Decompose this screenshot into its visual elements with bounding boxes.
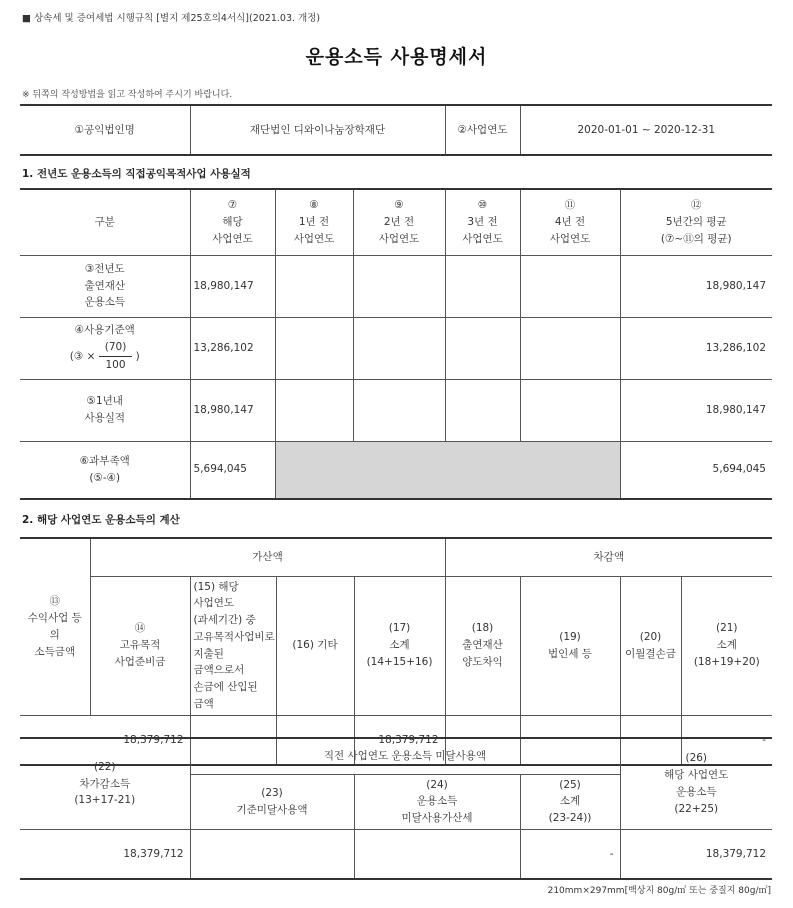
col-business-income: ⑬ 수익사업 등 의 소득금액 (20, 538, 90, 715)
value-add-subtotal: 18,379,712 (354, 715, 445, 765)
subtract-amount-header: 차감액 (445, 538, 772, 576)
row-actual-usage-label: ⑤1년내 사용실적 (20, 379, 190, 441)
table-row (20, 829, 772, 879)
notice-text: ※ 뒤쪽의 작성방법을 읽고 작성하여 주시기 바랍니다. (22, 90, 233, 100)
shaded-cell (275, 441, 620, 499)
law-reference: ■ 상속세 및 증여세법 시행규칙 [별지 제25호의4서식](2021.03. 개정) (22, 13, 321, 24)
col-4yr-before: ⑪ 4년 전 사업연도 (520, 189, 620, 255)
value-reserve-fund: 18,379,712 (20, 715, 190, 765)
value-sub-subtotal: - (681, 715, 772, 765)
value-shortage-subtotal: - (520, 829, 620, 879)
add-amount-header: 가산액 (90, 538, 445, 576)
table-row (20, 379, 772, 441)
col-corporate-tax: (19) 법인세 등 (520, 576, 620, 715)
col-net-income: (22) 차가감소득 (13+17-21) (20, 738, 190, 829)
col-1yr-before: ⑧ 1년 전 사업연도 (275, 189, 353, 255)
business-year-label: ②사업연도 (445, 105, 520, 155)
income-calc-table (20, 537, 772, 766)
usage-record-table (20, 188, 772, 500)
prior-shortage-header: 직전 사업연도 운용소득 미달사용액 (190, 738, 620, 774)
col-gubun: 구분 (20, 189, 190, 255)
row-usage-standard-label: ④사용기준액 (③ × $\frac{(70)}{100}$ ) (20, 317, 190, 379)
value-net-income: 18,379,712 (20, 829, 190, 879)
section1-title: 1. 전년도 운용소득의 직접공익목적사업 사용실적 (22, 168, 251, 180)
row-prior-income-average: 18,980,147 (620, 255, 772, 317)
value-current-operating-income: 18,379,712 (620, 829, 772, 879)
row-actual-usage-average: 18,980,147 (620, 379, 772, 441)
col-expense-deducted: (15) 해당 사업연도(과세기간) 중 고유목적사업비로 지출된 금액으로서 손금에 산입된 금액 (190, 576, 276, 715)
col-shortage-subtotal: (25) 소계 (23-24)) (520, 774, 620, 829)
table-row (20, 441, 772, 499)
row-excess-shortage-current: 5,694,045 (190, 441, 275, 499)
col-5yr-average: ⑫ 5년간의 평균 (⑦~⑪의 평균) (620, 189, 772, 255)
row-actual-usage-current: 18,980,147 (190, 379, 275, 441)
row-usage-standard-average: 13,286,102 (620, 317, 772, 379)
col-transfer-gain: (18) 출연재산 양도차익 (445, 576, 520, 715)
col-sub-subtotal: (21) 소계 (18+19+20) (681, 576, 772, 715)
business-year-value: 2020-01-01 ~ 2020-12-31 (520, 105, 772, 155)
col-reserve-fund: ⑭ 고유목적 사업준비금 (90, 576, 190, 715)
table-row (20, 317, 772, 379)
col-other: (16) 기타 (276, 576, 354, 715)
col-2yr-before: ⑨ 2년 전 사업연도 (353, 189, 445, 255)
paper-spec-footer: 210mm×297mm[백상지 80g/㎡ 또는 중질지 80g/㎡] (547, 886, 771, 896)
col-add-subtotal: (17) 소계 (14+15+16) (354, 576, 445, 715)
row-prior-income-label: ③전년도 출연재산 운용소득 (20, 255, 190, 317)
row-excess-shortage-label: ⑥과부족액 (⑤-④) (20, 441, 190, 499)
col-shortage-penalty: (24) 운용소득 미달사용가산세 (354, 774, 520, 829)
section2-title: 2. 해당 사업연도 운용소득의 계산 (22, 514, 180, 526)
table-row (20, 255, 772, 317)
row-prior-income-current: 18,980,147 (190, 255, 275, 317)
net-income-table (20, 737, 772, 880)
corp-name-label: ①공익법인명 (20, 105, 190, 155)
page-title: 운용소득 사용명세서 (305, 46, 488, 68)
col-standard-shortage: (23) 기준미달사용액 (190, 774, 354, 829)
col-loss-carryforward: (20) 이월결손금 (620, 576, 681, 715)
row-usage-standard-current: 13,286,102 (190, 317, 275, 379)
info-table (20, 104, 772, 156)
col-current-year: ⑦ 해당 사업연도 (190, 189, 275, 255)
col-current-operating-income: (26) 해당 사업연도 운용소득 (22+25) (620, 738, 772, 829)
corp-name-value: 재단법인 디와이나눔장학재단 (190, 105, 445, 155)
col-3yr-before: ⑩ 3년 전 사업연도 (445, 189, 520, 255)
row-excess-shortage-average: 5,694,045 (620, 441, 772, 499)
